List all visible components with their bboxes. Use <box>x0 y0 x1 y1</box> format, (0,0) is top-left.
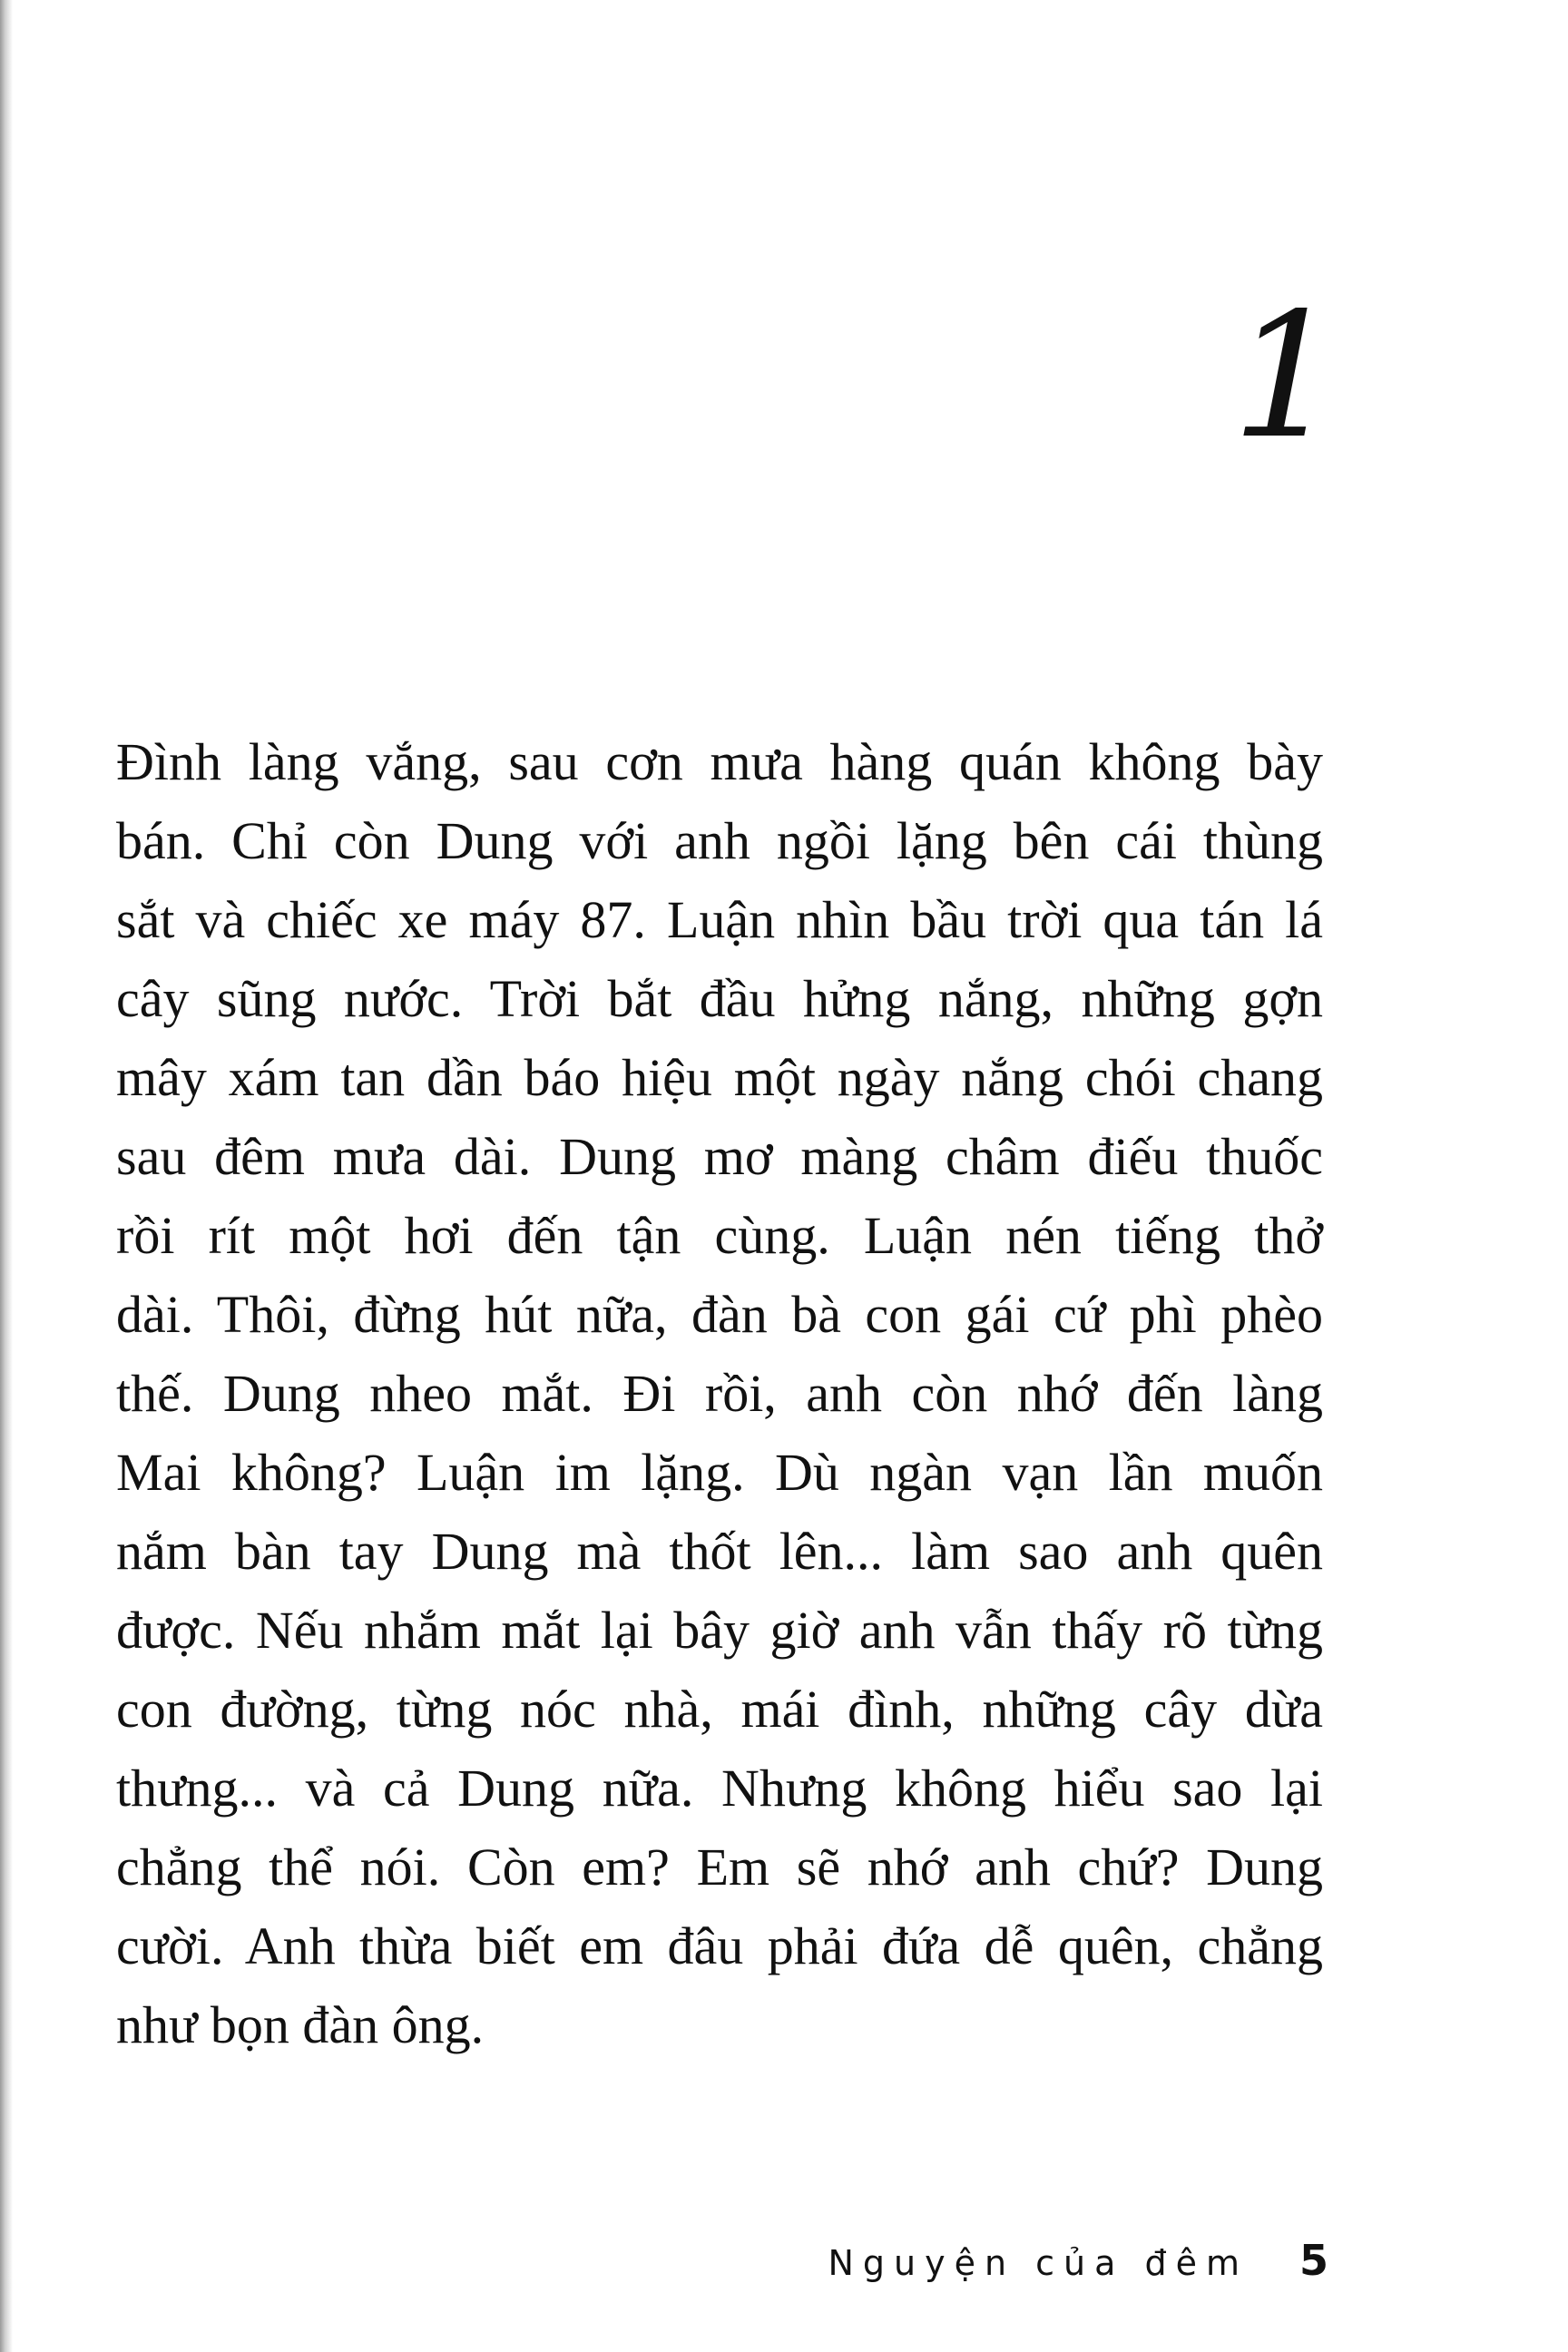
body-line-16: cười. Anh thừa biết em đâu phải đứa dễ quên, chẳng <box>116 1916 1323 1975</box>
body-line-17: như bọn đàn ông. <box>116 1995 485 2054</box>
body-line-10: Mai không? Luận im lặng. Dù ngàn vạn lần muốn <box>116 1443 1323 1502</box>
body-line-11: nắm bàn tay Dung mà thốt lên... làm sao anh quên <box>116 1522 1323 1581</box>
body-line-9: thế. Dung nheo mắt. Đi rồi, anh còn nhớ đến làng <box>116 1364 1323 1423</box>
body-line-4: cây sũng nước. Trời bắt đầu hửng nắng, những gợn <box>116 969 1323 1028</box>
body-line-7: rồi rít một hơi đến tận cùng. Luận nén tiếng thở <box>116 1206 1323 1265</box>
body-line-3: sắt và chiếc xe máy 87. Luận nhìn bầu trời qua tán lá <box>116 890 1323 949</box>
body-line-14: thưng... và cả Dung nữa. Nhưng không hiểu sao lại <box>116 1759 1323 1818</box>
running-title: Nguyện của đêm <box>828 2243 1249 2283</box>
body-line-15: chẳng thể nói. Còn em? Em sẽ nhớ anh chứ? Dung <box>116 1838 1323 1896</box>
chapter-number: 1 <box>1231 276 1341 476</box>
page-number: 5 <box>1298 2236 1328 2285</box>
body-line-12: được. Nếu nhắm mắt lại bây giờ anh vẫn thấy rõ từng <box>116 1601 1323 1660</box>
body-line-2: bán. Chỉ còn Dung với anh ngồi lặng bên cái thùng <box>116 811 1323 870</box>
body-line-13: con đường, từng nóc nhà, mái đình, những cây dừa <box>116 1680 1323 1739</box>
body-line-5: mây xám tan dần báo hiệu một ngày nắng chói chang <box>116 1048 1323 1107</box>
body-line-8: dài. Thôi, đừng hút nữa, đàn bà con gái cứ phì phèo <box>116 1285 1323 1344</box>
chapter-body-paragraph <box>116 722 1323 2064</box>
body-line-1: Đình làng vắng, sau cơn mưa hàng quán không bày <box>116 732 1323 791</box>
scan-edge-shadow <box>0 0 13 2352</box>
page-footer <box>828 2236 1328 2285</box>
body-line-6: sau đêm mưa dài. Dung mơ màng châm điếu thuốc <box>116 1127 1323 1186</box>
